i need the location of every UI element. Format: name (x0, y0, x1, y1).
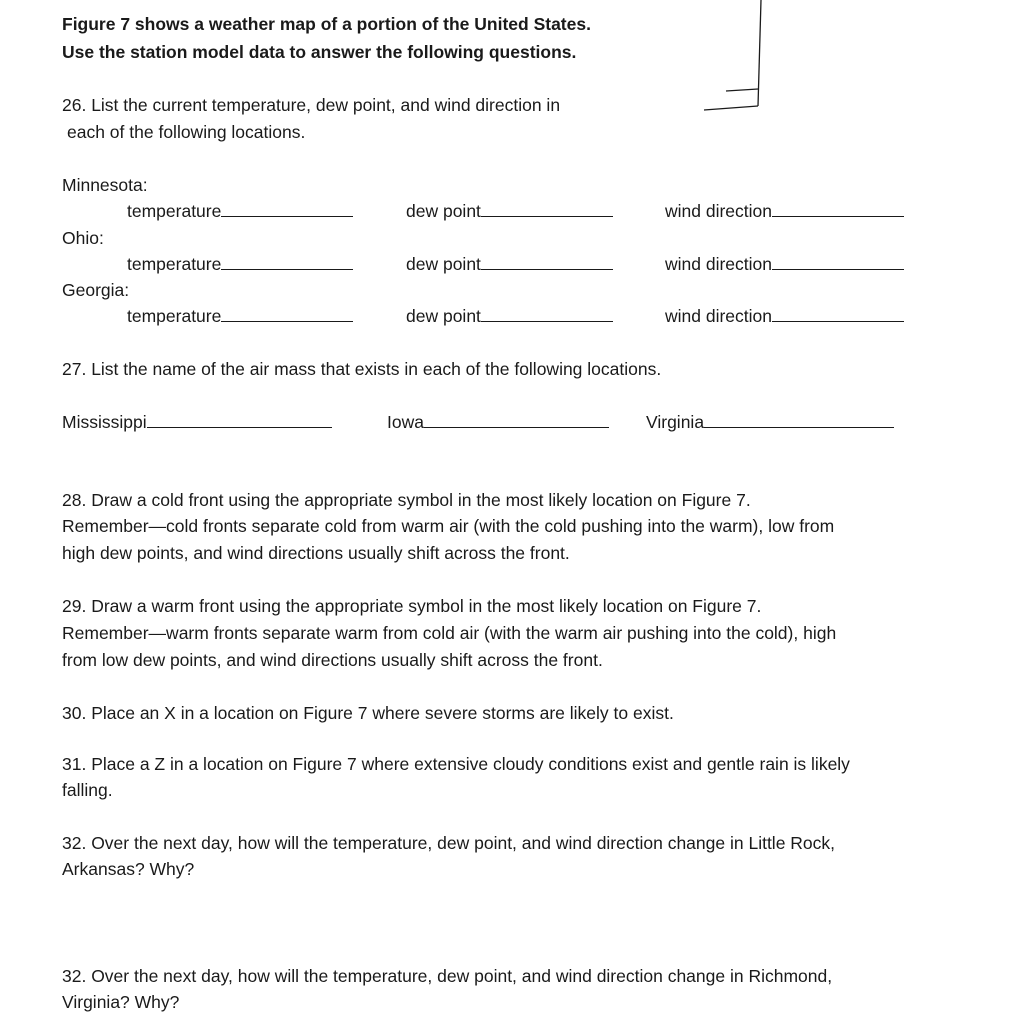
q29-line-2: Remember—warm fronts separate warm from cold air (with the warm air pushing into the cold), high (62, 623, 837, 643)
mississippi-blank[interactable] (147, 426, 332, 428)
wind-barb-graphic (700, 0, 780, 120)
temperature-label: temperature (127, 254, 222, 274)
dew-point-label: dew point (406, 201, 481, 221)
ohio-temperature-field[interactable] (127, 251, 353, 278)
q31-line-2: falling. (62, 780, 113, 800)
dew-point-label: dew point (406, 254, 481, 274)
wind-barb-base (704, 106, 758, 110)
wind-direction-blank[interactable] (772, 215, 904, 217)
temperature-blank[interactable] (221, 268, 353, 270)
wind-direction-blank[interactable] (772, 320, 904, 322)
q29-line-3: from low dew points, and wind directions usually shift across the front. (62, 650, 603, 670)
location-label-georgia: Georgia: (62, 280, 130, 300)
virginia-blank[interactable] (704, 426, 894, 428)
q26-line-1: 26. List the current temperature, dew point, and wind direction in (62, 95, 561, 115)
location-label-minnesota: Minnesota: (62, 175, 148, 195)
virginia-label: Virginia (646, 412, 705, 432)
q32-little-rock-line-1: 32. Over the next day, how will the temperature, dew point, and wind direction change in Little Rock, (62, 833, 836, 853)
ohio-dew-point-field[interactable] (406, 251, 613, 278)
minnesota-wind-direction-field[interactable] (665, 198, 904, 225)
wind-direction-blank[interactable] (772, 268, 904, 270)
wind-direction-label: wind direction (665, 306, 772, 326)
iowa-blank[interactable] (424, 426, 609, 428)
wind-barb-feather (726, 89, 758, 91)
q32-richmond-line-2: Virginia? Why? (62, 992, 180, 1012)
minnesota-dew-point-field[interactable] (406, 198, 613, 225)
q26-line-2: each of the following locations. (67, 122, 306, 142)
ohio-wind-direction-field[interactable] (665, 251, 904, 278)
georgia-dew-point-field[interactable] (406, 303, 613, 330)
q29-line-1: 29. Draw a warm front using the appropriate symbol in the most likely location on Figure 7. (62, 596, 762, 616)
q27-text: 27. List the name of the air mass that exists in each of the following locations. (62, 359, 662, 379)
q32-little-rock-line-2: Arkansas? Why? (62, 859, 195, 879)
dew-point-blank[interactable] (481, 268, 613, 270)
iowa-label: Iowa (387, 412, 424, 432)
dew-point-blank[interactable] (481, 320, 613, 322)
q28-line-1: 28. Draw a cold front using the appropriate symbol in the most likely location on Figure 7. (62, 490, 751, 510)
figure-intro-line-1: Figure 7 shows a weather map of a portion of the United States. (62, 14, 591, 34)
iowa-air-mass-field[interactable] (387, 409, 609, 436)
mississippi-label: Mississippi (62, 412, 147, 432)
q28-line-3: high dew points, and wind directions usually shift across the front. (62, 543, 570, 563)
dew-point-label: dew point (406, 306, 481, 326)
location-label-ohio: Ohio: (62, 228, 104, 248)
q31-line-1: 31. Place a Z in a location on Figure 7 where extensive cloudy conditions exist and gentle rain is likely (62, 754, 850, 774)
virginia-air-mass-field[interactable] (646, 409, 894, 436)
temperature-label: temperature (127, 306, 222, 326)
wind-barb-staff (758, 0, 761, 106)
q32-richmond-line-1: 32. Over the next day, how will the temperature, dew point, and wind direction change in Richmond, (62, 966, 833, 986)
temperature-blank[interactable] (221, 215, 353, 217)
temperature-label: temperature (127, 201, 222, 221)
georgia-temperature-field[interactable] (127, 303, 353, 330)
minnesota-temperature-field[interactable] (127, 198, 353, 225)
dew-point-blank[interactable] (481, 215, 613, 217)
figure-intro-line-2: Use the station model data to answer the following questions. (62, 42, 577, 62)
wind-direction-label: wind direction (665, 254, 772, 274)
q30-text: 30. Place an X in a location on Figure 7 where severe storms are likely to exist. (62, 703, 674, 723)
temperature-blank[interactable] (221, 320, 353, 322)
q28-line-2: Remember—cold fronts separate cold from warm air (with the cold pushing into the warm), low from (62, 516, 835, 536)
georgia-wind-direction-field[interactable] (665, 303, 904, 330)
mississippi-air-mass-field[interactable] (62, 409, 332, 436)
wind-direction-label: wind direction (665, 201, 772, 221)
